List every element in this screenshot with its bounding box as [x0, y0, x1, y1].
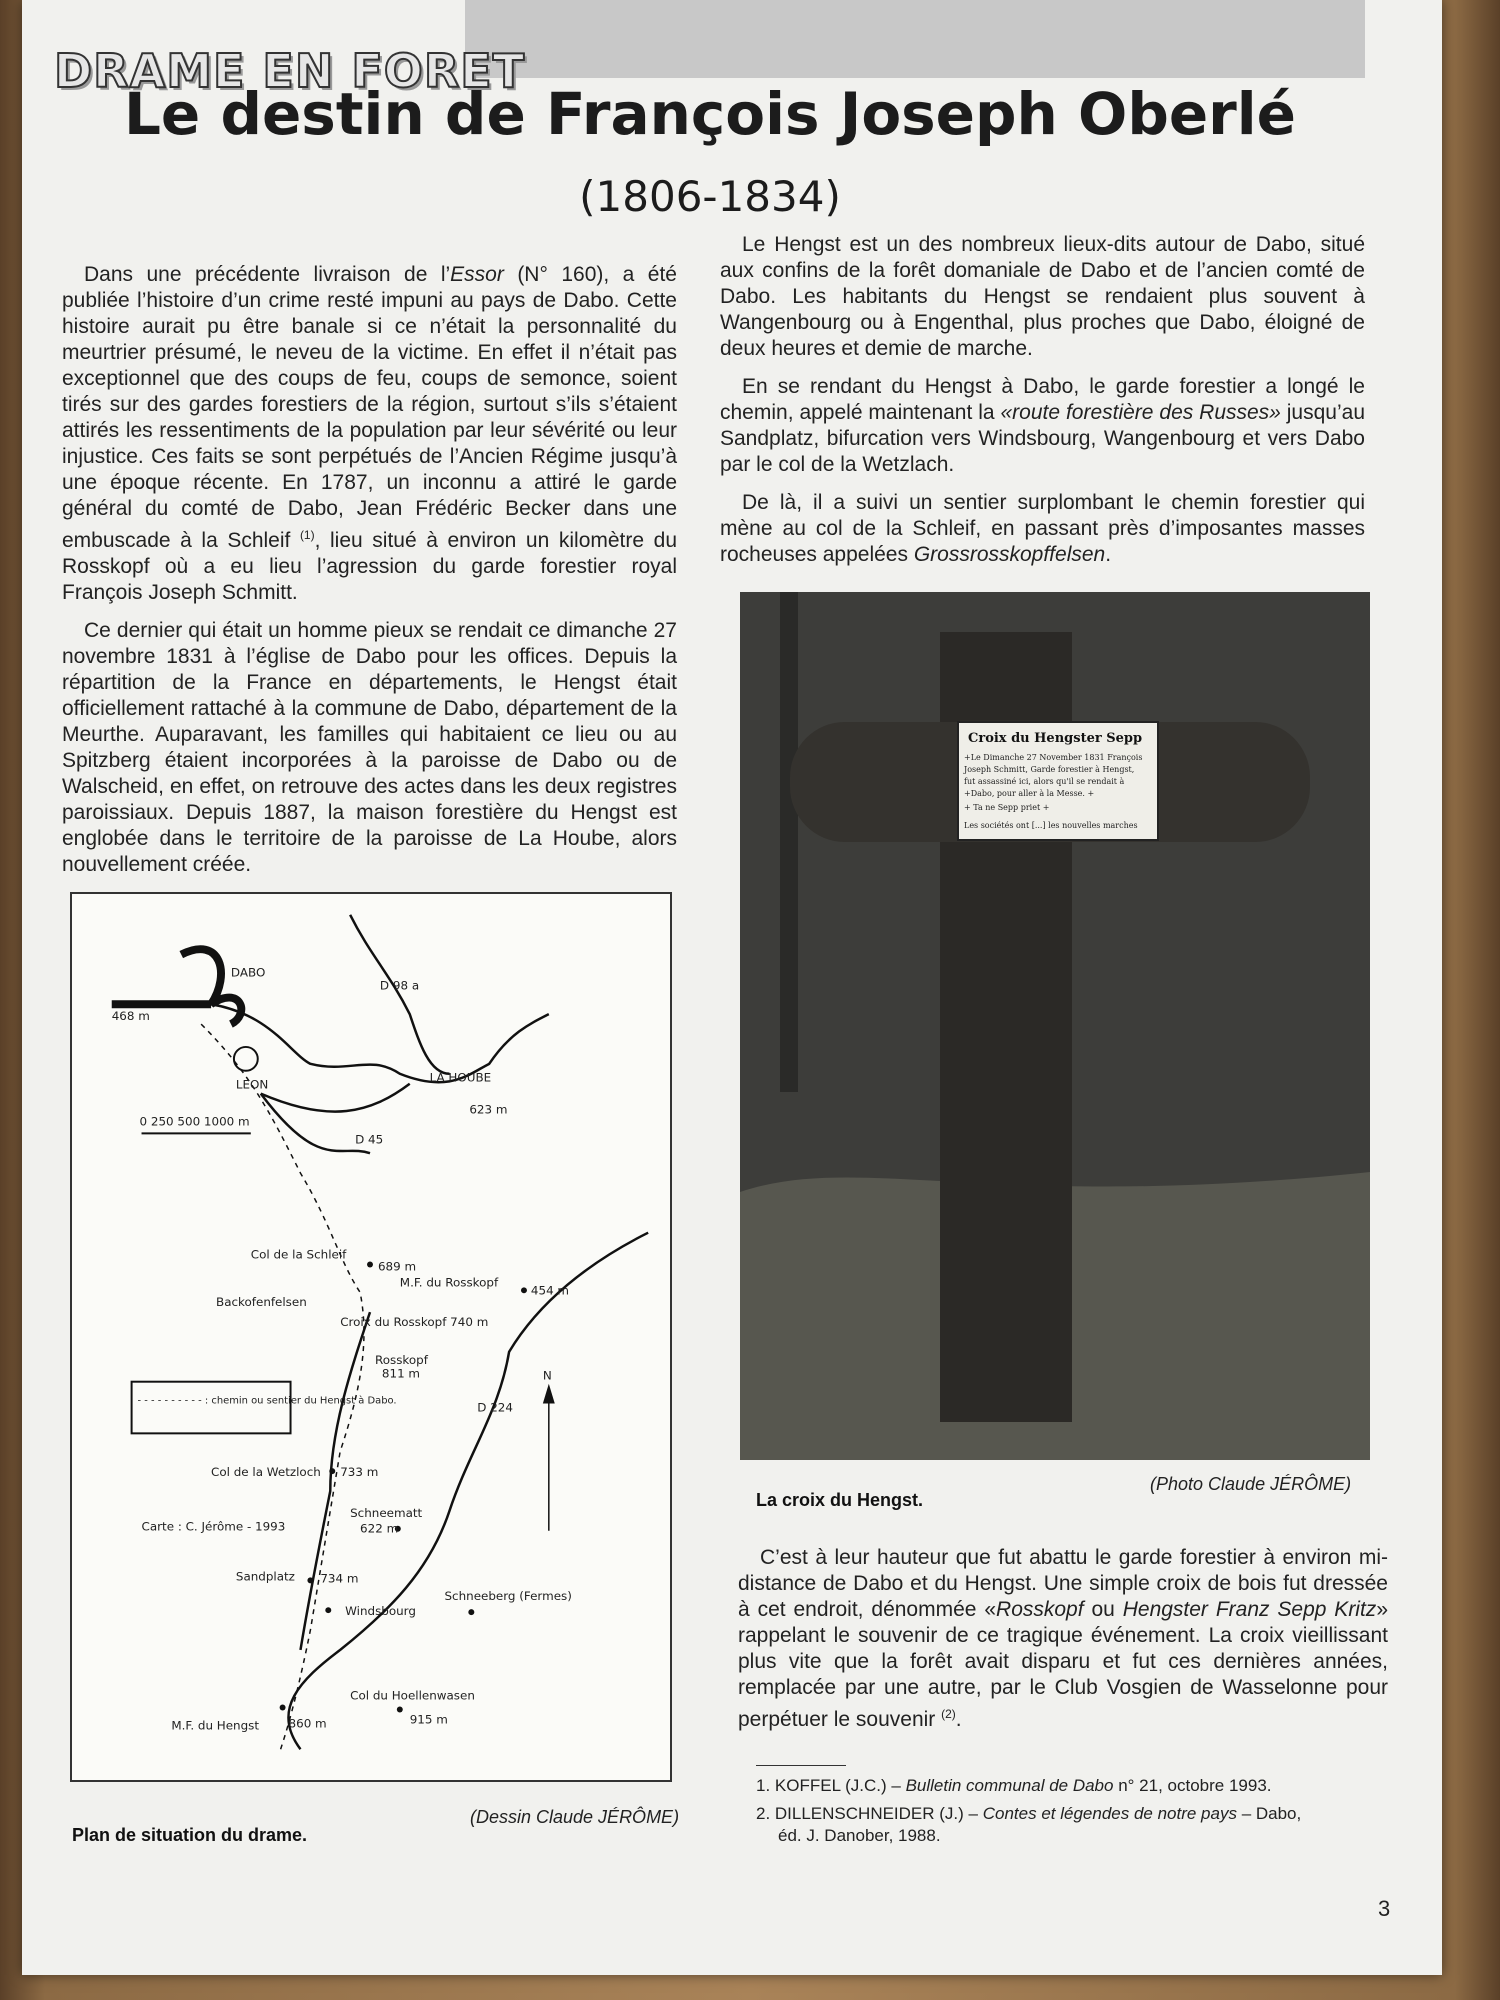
map-label-north: N — [542, 1368, 552, 1383]
footnote-ref-1: (1) — [299, 528, 315, 542]
map-label-454: 454 m — [530, 1283, 570, 1298]
map-label-la-hoube: LA HOUBE — [429, 1070, 492, 1085]
map-legend-text: - - - - - - - - - - : chemin ou sentier du Hengst à Dabo. — [137, 1395, 397, 1407]
cross-sign-line: +Dabo, pour aller à la Messe. + — [964, 789, 1095, 798]
map-credit: (Dessin Claude JÉRÔME) — [470, 1807, 680, 1827]
map-label-811: 811 m — [381, 1366, 421, 1381]
text-span: , lieu situé à environ un kilomètre du Rosskopf où a eu lieu l’agression du garde forestier royal François Joseph Schmitt. — [62, 529, 677, 604]
cross-sign-title: Croix du Hengster Sepp — [968, 731, 1143, 746]
map-label-623: 623 m — [469, 1102, 508, 1117]
left-paragraph-2: Ce dernier qui était un homme pieux se rendait ce dimanche 27 novembre 1831 à l’église de Dabo pour les offices. Depuis la répartition de la France en départements, le Hengst était officiellement rattaché à la commune de Dabo, département de la Meurthe. Auparavant, les familles qui habitaient ce lieu ou au Spitzberg étaient incorporées à la paroisse de Dabo ou de Walscheid, en effet, on retrouve des actes dans les deux registres paroissiaux. Depuis 1887, la maison forestière du Hengst est englobée dans le territoire de la paroisse de La Hoube, alors nouvellement créée. — [62, 619, 677, 876]
text-span: . — [1105, 543, 1112, 566]
map-label-733: 733 m — [340, 1465, 379, 1480]
essor-italic: Essor — [450, 263, 504, 286]
map-label-backofenfelsen: Backofenfelsen — [216, 1295, 307, 1310]
text-span: – Dabo, — [1236, 1804, 1302, 1823]
kritz-italic: Hengster Franz Sepp Kritz — [1122, 1598, 1377, 1621]
text-span: 1. KOFFEL (J.C.) – — [756, 1776, 906, 1795]
cross-photo — [740, 592, 1370, 1460]
map-label-d224: D 224 — [477, 1400, 513, 1415]
map-label-windsbourg: Windsbourg — [345, 1604, 416, 1619]
forest-road — [300, 1312, 370, 1650]
road-d45-loop — [261, 1084, 410, 1154]
left-paragraph-1 — [62, 262, 677, 606]
cross-sign-line: Joseph Schmitt, Garde forestier à Hengst, — [964, 765, 1135, 774]
article-title: Le destin de François Joseph Oberlé — [123, 80, 1297, 148]
left-column — [62, 262, 677, 890]
map-label-sandplatz: Sandplatz — [235, 1569, 295, 1584]
point-hoellenwasen — [397, 1707, 403, 1713]
map-label-col-schleif: Col de la Schleif — [250, 1247, 347, 1262]
right-paragraph-2 — [720, 374, 1365, 478]
point-mf-rosskopf — [521, 1287, 527, 1293]
leon-loop — [234, 1047, 258, 1071]
north-arrow-head — [543, 1384, 555, 1404]
section-kicker: DRAME EN FORET — [54, 44, 526, 98]
photo-credit: (Photo Claude JÉRÔME) — [1150, 1474, 1352, 1494]
page-number: 3 — [1378, 1896, 1391, 1921]
text-span: n° 21, octobre 1993. — [1113, 1776, 1272, 1795]
situation-map — [70, 892, 672, 1782]
point-col-schleif — [367, 1262, 373, 1268]
right-paragraph-1: Le Hengst est un des nombreux lieux-dits autour de Dabo, situé aux confins de la forêt domaniale de Dabo et de l’ancien comté de Dabo. Les habitants du Hengst se rendaient plus souvent à Wangenbourg ou à Engenthal, plus proches que Dabo, éloigné de deux heures et demie de marche. — [720, 233, 1365, 360]
cross-sign-line: + Ta ne Sepp priet + — [964, 803, 1050, 812]
map-label-689: 689 m — [377, 1259, 417, 1274]
point-col-wetzloch — [329, 1468, 335, 1474]
header-bar — [465, 0, 1365, 78]
photo-caption: La croix du Hengst. — [756, 1490, 924, 1510]
map-label-col-wetzloch: Col de la Wetzloch — [211, 1465, 321, 1480]
footnote-2 — [756, 1803, 1396, 1847]
map-label-carte: Carte : C. Jérôme - 1993 — [141, 1519, 286, 1534]
map-label-schneematt: Schneematt — [350, 1505, 423, 1520]
map-label-dabo: DABO — [230, 965, 266, 980]
cross-sign-line: +Le Dimanche 27 November 1831 François — [964, 753, 1143, 762]
point-schneeberg — [468, 1609, 474, 1615]
point-sandplatz — [307, 1577, 313, 1583]
map-label-d98a: D 98 a — [379, 978, 420, 993]
cross-sign-line: Les sociétés ont [...] les nouvelles marches — [964, 821, 1138, 830]
text-span: » rappelant le souvenir de ce tragique événement. La croix vieillissant plus vite que la forêt avait disparu et fut ces dernières années, remplacée par une autre, par le Club Vosgien de Wasselonne pour perpétuer le souvenir — [738, 1598, 1388, 1731]
footnote-ref-2: (2) — [941, 1707, 956, 1721]
map-label-croix-rosskopf: Croix du Rosskopf 740 m — [340, 1315, 489, 1330]
map-label-schneeberg: Schneeberg (Fermes) — [444, 1589, 572, 1604]
map-label-734: 734 m — [320, 1571, 359, 1586]
road-d224 — [288, 1233, 648, 1750]
text-span: En se rendant du Hengst à Dabo, le garde forestier a longé le chemin, appelé maintenant la — [720, 375, 1365, 424]
right-column — [720, 232, 1365, 580]
road-d98a — [350, 915, 449, 1074]
map-label-col-hoellenwasen: Col du Hoellenwasen — [350, 1688, 475, 1703]
text-span: 2. DILLENSCHNEIDER (J.) – — [756, 1804, 983, 1823]
rosskopf-italic: Rosskopf — [996, 1598, 1084, 1621]
text-span: De là, il a suivi un sentier surplombant le chemin forestier qui mène au col de la Schleif, en passant près d’imposantes masses rocheuses appelées — [720, 491, 1365, 566]
map-label-mf-rosskopf: M.F. du Rosskopf — [399, 1275, 499, 1290]
map-label-d45: D 45 — [355, 1132, 384, 1147]
text-span: . — [955, 1708, 962, 1731]
map-caption: Plan de situation du drame. — [72, 1825, 308, 1845]
map-label-915: 915 m — [409, 1712, 448, 1727]
text-span: Contes et légendes de notre pays — [982, 1804, 1237, 1823]
point-windsbourg — [325, 1607, 331, 1613]
map-label-mf-hengst: M.F. du Hengst — [171, 1718, 260, 1733]
map-label-leon: LEON — [235, 1077, 269, 1092]
map-legend-box — [132, 1382, 291, 1434]
map-drawing — [72, 894, 670, 1780]
route-name-italic: «route forestière des Russes» — [1000, 401, 1281, 424]
text-span: jusqu’au Sandplatz, bifurcation vers Windsbourg, Wangenbourg et vers Dabo par le col de la Wetzlach. — [720, 401, 1365, 476]
text-span: ou — [1083, 1598, 1123, 1621]
map-label-scale: 0 250 500 1000 m — [139, 1114, 250, 1129]
map-label-rosskopf: Rosskopf — [374, 1352, 428, 1367]
map-label-468: 468 m — [111, 1009, 150, 1024]
point-mf-hengst — [280, 1705, 286, 1711]
cross-photo-drawing — [740, 592, 1370, 1460]
text-span: C’est à leur hauteur que fut abattu le garde forestier à environ mi-distance de Dabo et du Hengst. Une simple croix de bois fut dressée à cet endroit, dénommée « — [738, 1546, 1388, 1621]
footnote-2-continued: éd. J. Danober, 1988. — [778, 1826, 941, 1845]
bottom-paragraph — [738, 1545, 1388, 1733]
bottom-right-column — [738, 1545, 1388, 1745]
text-span: (N° 160), a été publiée l’histoire d’un crime resté impuni au pays de Dabo. Cette histoire aurait pu être banale si ce n’était la personnalité du meurtrier présumé, le neveu de la victime. En effet il n’était pas exceptionnel que des coups de feu, coups de semonce, soient tirés sur des gardes forestiers de la région, surtout s’ils s’étaient attirés les ressentiments de la population par leur sévérité ou leur injustice. Ces faits se sont perpétués de l’Ancien Régime jusqu’à une époque récente. En 1787, un inconnu a attiré le garde général du comté de Dabo, Jean Frédéric Becker dans une embuscade à la Schleif — [62, 263, 677, 552]
text-span: Bulletin communal de Dabo — [905, 1776, 1114, 1795]
road-d45 — [211, 1004, 549, 1082]
map-label-860: 860 m — [288, 1716, 327, 1731]
article-subtitle: (1806-1834) — [579, 172, 841, 221]
footnote-rule — [756, 1765, 846, 1766]
right-paragraph-3 — [720, 490, 1365, 568]
tree-trunk — [780, 592, 798, 1092]
text-span: Dans une précédente livraison de l’ — [84, 263, 451, 286]
map-label-622: 622 m — [360, 1521, 399, 1536]
rocks-name-italic: Grossrosskopffelsen — [913, 543, 1106, 566]
footnote-1 — [756, 1775, 1396, 1797]
cross-sign-line: fut assassiné ici, alors qu'il se rendait à — [964, 777, 1125, 786]
footnotes — [756, 1775, 1396, 1853]
